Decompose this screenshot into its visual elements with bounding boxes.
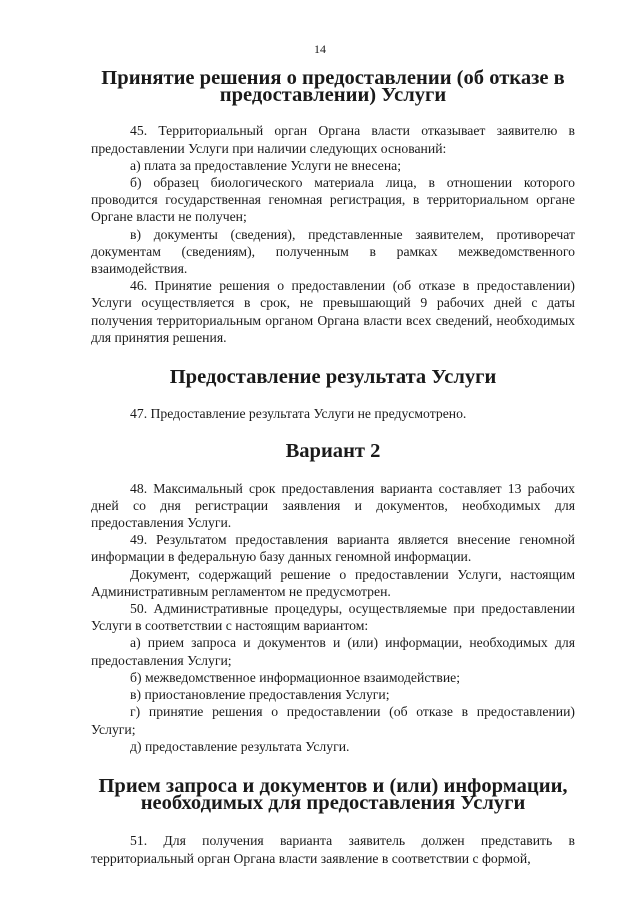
list-item-d: д) предоставление результата Услуги. (130, 738, 350, 754)
paragraph-49: 49. Результатом предоставления варианта является внесение геномной информации в федеральную базу данных геномной информации. (91, 532, 575, 565)
paragraph-45: 45. Территориальный орган Органа власти отказывает заявителю в предоставлении Услуги при наличии следующих оснований: (91, 123, 575, 156)
section-heading-result: Предоставление результата Услуги (169, 366, 497, 389)
list-item-v: в) документы (сведения), представленные заявителем, противоречат документам (сведениям), полученным в рамках межведомственного взаимодействия. (91, 226, 575, 277)
section-heading-decision: Принятие решения о предоставлении (об отказе в предоставлении) Услуги (101, 67, 565, 107)
paragraph-47: 47. Предоставление результата Услуги не предусмотрено. (130, 406, 467, 422)
list-item-g: г) принятие решения о предоставлении (об отказе в предоставлении) Услуги; (91, 704, 575, 737)
document-body (91, 67, 575, 867)
section-heading-intake: Прием запроса и документов и (или) информации, необходимых для предоставления Услуги (98, 774, 568, 815)
paragraph-48: 48. Максимальный срок предоставления варианта составляет 13 рабочих дней со дня регистрации заявления и документов, необходимых для предоставления Услуги. (91, 480, 575, 531)
list-item-b: б) межведомственное информационное взаимодействие; (130, 669, 461, 685)
list-item-b: б) образец биологического материала лица, в отношении которого проводится государственная геномная регистрация, в территориальном органе Органе власти не получен; (91, 175, 575, 225)
paragraph-50: 50. Административные процедуры, осуществляемые при предоставлении Услуги в соответствии с настоящим вариантом: (91, 601, 575, 634)
paragraph-51: 51. Для получения варианта заявитель должен представить в территориальный орган Органа власти заявление в соответствии с формой, (91, 833, 575, 866)
section-heading-variant-2: Вариант 2 (285, 440, 381, 463)
list-item-a: а) прием запроса и документов и (или) информации, необходимых для предоставления Услуги; (91, 635, 575, 668)
list-item-v: в) приостановление предоставления Услуги; (130, 687, 390, 703)
paragraph-document-note: Документ, содержащий решение о предоставлении Услуги, настоящим Административным регламентом не предусмотрен. (91, 566, 575, 599)
list-item-a: а) плата за предоставление Услуги не внесена; (130, 157, 402, 173)
page-number: 14 (314, 42, 326, 56)
paragraph-46: 46. Принятие решения о предоставлении (об отказе в предоставлении) Услуги осуществляется в срок, не превышающий 9 рабочих дней с даты получения территориальным органом Органа власти всех сведений, необходимых для принятия решения. (91, 278, 575, 345)
